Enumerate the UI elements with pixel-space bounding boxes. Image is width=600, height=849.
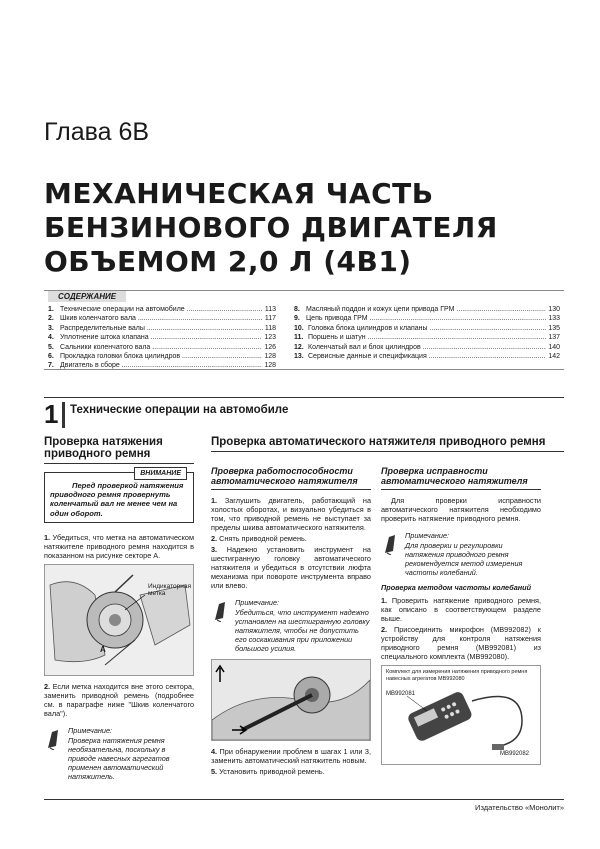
heading-tensioner-check: Проверка исправности автоматического натяжителя xyxy=(381,466,541,490)
note-heading: Примечание: xyxy=(68,725,113,735)
toc-page: 117 xyxy=(264,315,276,323)
step-4-text: При обнаружении проблем в шагах 1 или 3, заменить автоматический натяжитель новым. xyxy=(211,747,371,765)
step-3: 3. Надежно установить инструмент на шестигранную головку автоматического натяжителя и убедиться в отсутствии люфта механизма при повороте инструмента вправо или влево. xyxy=(211,545,371,590)
figure-label-line-2: метка xyxy=(148,589,166,597)
toc-title: Головка блока цилиндров и клапаны ..... xyxy=(308,324,546,333)
figure-tool-on-tensioner xyxy=(211,659,371,741)
toc-title: Цепь привода ГРМ ..... xyxy=(306,314,546,323)
toc-num: 7. xyxy=(48,362,54,370)
column-tensioner-operation xyxy=(211,466,371,778)
toc-num: 12. xyxy=(294,343,304,351)
section-title: Технические операции на автомобиле xyxy=(70,404,289,416)
toc-title: Шкив коленчатого вала ..... xyxy=(60,314,263,323)
step-5: 5. Установить приводной ремень. xyxy=(211,767,325,776)
heading-tensioner-operation: Проверка работоспособности автоматического натяжителя xyxy=(211,466,371,490)
toc-page: 133 xyxy=(548,315,560,323)
section-number: 1 xyxy=(44,399,59,429)
toc-title: Распределительные валы ..... xyxy=(60,324,263,333)
auto-tensioner-heading-block xyxy=(211,436,564,458)
toc-right-column xyxy=(294,305,560,361)
toc-num: 3. xyxy=(48,324,54,332)
heading-belt-tension: Проверка натяжения приводного ремня xyxy=(44,436,194,464)
title-line-1: МЕХАНИЧЕСКАЯ ЧАСТЬ xyxy=(44,177,434,210)
toc-page: 113 xyxy=(264,306,276,313)
step-4: 4. При обнаружении проблем в шагах 1 или 3, заменить автоматический натяжитель новым. xyxy=(211,747,371,765)
step-2: 2. Присоединить микрофон (MB992082) к устройству для контроля натяжения приводного ремня (MB992081) из специального комплекта (MB992080). xyxy=(381,625,541,661)
warning-text: Перед проверкой натяжения приводного ремня провернуть коленчатый вал не менее чем на один оборот. xyxy=(50,481,184,518)
pencil-note-icon xyxy=(211,598,235,653)
toc-title: Сальники коленчатого вала ..... xyxy=(60,343,262,352)
toc-title: Уплотнение штока клапана ..... xyxy=(60,333,262,342)
title-line-2: БЕНЗИНОВОГО ДВИГАТЕЛЯ xyxy=(44,211,498,244)
figure-measurement-kit xyxy=(381,665,541,765)
toc-title: Двигатель в сборе ..... xyxy=(60,361,262,370)
step-2-text: Если метка находится вне этого сектора, заменить приводной ремень (подробнее см. в параграфе ниже "Шкив коленчатого вала"). xyxy=(44,681,194,718)
step-3-text: Надежно установить инструмент на шестигранную головку автоматического натяжителя и убедиться в отсутствии люфта механизма при повороте инструмента вправо или влево. xyxy=(211,545,371,590)
toc-title: Масляный поддон и кожух цепи привода ГРМ ..... xyxy=(306,305,546,314)
table-of-contents xyxy=(44,290,564,370)
title-line-3: ОБЪЕМОМ 2,0 Л (4В1) xyxy=(44,245,412,278)
chapter-label: Глава 6В xyxy=(44,118,150,146)
toc-num: 4. xyxy=(48,334,54,342)
toc-row[interactable] xyxy=(48,361,276,370)
toc-title: Технические операции на автомобиле ..... xyxy=(60,305,263,314)
toc-row[interactable] xyxy=(48,314,276,323)
step-1-text: Проверить натяжение приводного ремня, как описано в соответствующем разделе выше. xyxy=(381,596,541,623)
figure-label-line-1: Индикаторная xyxy=(148,582,192,590)
step-1-text: Убедиться, что метка на автоматическом натяжителе приводного ремня находится в показанном на рисунке секторе А. xyxy=(44,532,194,560)
warning-box xyxy=(44,472,194,523)
toc-page: 126 xyxy=(264,343,276,351)
warning-label: ВНИМАНИЕ xyxy=(134,467,187,480)
tensioner-illustration xyxy=(45,565,193,675)
toc-page: 128 xyxy=(264,353,276,361)
heading-auto-tensioner: Проверка автоматического натяжителя приводного ремня xyxy=(211,436,564,452)
step-1: 1. Убедиться, что метка на автоматическом натяжителе приводного ремня находится в показанном на рисунке секторе А. xyxy=(44,532,194,560)
step-5-text: Установить приводной ремень. xyxy=(219,767,325,776)
toc-row[interactable] xyxy=(294,314,560,323)
toc-num: 8. xyxy=(294,306,300,313)
step-2-text: Присоединить микрофон (MB992082) к устройству для контроля натяжения приводного ремня (MB992081) из специального комплекта (MB992080). xyxy=(381,625,541,661)
step-1: 1. Заглушить двигатель, работающий на холостых оборотах, и визуально убедиться в том, что приводной ремень не выступает за пределы шкива автоматического натяжителя. xyxy=(211,496,372,532)
figure-tensioner-mark xyxy=(44,564,194,676)
toc-page: 130 xyxy=(548,306,560,313)
section-header xyxy=(44,397,564,427)
footer-divider xyxy=(44,799,564,800)
toc-num: 13. xyxy=(294,353,304,361)
publisher-footer: Издательство «Монолит» xyxy=(475,803,564,812)
toc-page: 140 xyxy=(548,343,560,351)
step-2: 2. Если метка находится вне этого сектора, заменить приводной ремень (подробнее см. в параграфе ниже "Шкив коленчатого вала"). xyxy=(44,681,194,718)
toc-page: 123 xyxy=(264,334,276,342)
toc-page: 135 xyxy=(548,324,560,332)
pencil-note-icon xyxy=(44,726,68,781)
sector-a-label: A xyxy=(100,644,106,654)
toc-row[interactable] xyxy=(48,333,276,342)
section-divider xyxy=(62,402,65,428)
toc-row[interactable] xyxy=(294,333,560,342)
step-1: 1. Проверить натяжение приводного ремня, как описано в соответствующем разделе выше. xyxy=(381,596,541,623)
toc-page: 118 xyxy=(264,324,276,332)
tool-illustration xyxy=(212,660,370,740)
toc-row[interactable] xyxy=(48,352,276,361)
step-2: 2. Снять приводной ремень. xyxy=(211,534,307,543)
toc-title: Коленчатый вал и блок цилиндров ..... xyxy=(308,343,546,352)
toc-left-column xyxy=(48,305,276,371)
toc-num: 11. xyxy=(294,334,304,342)
pencil-note-icon xyxy=(381,531,405,577)
note-heading: Примечание: xyxy=(235,598,280,607)
note-box xyxy=(381,531,541,577)
note-box xyxy=(211,598,371,653)
toc-row[interactable] xyxy=(48,324,276,333)
figure-label xyxy=(148,583,191,597)
note-text: Для проверки и регулировки натяжения приводного ремня рекомендуется метод измерения частоты колебаний. xyxy=(405,541,523,577)
column-tensioner-check xyxy=(381,466,541,765)
tension-meter-illustration xyxy=(382,666,542,766)
method-heading: Проверка методом частоты колебаний xyxy=(381,583,532,592)
toc-num: 6. xyxy=(48,353,54,361)
step-2-text: Снять приводной ремень. xyxy=(219,534,307,543)
toc-title: Прокладка головки блока цилиндров ..... xyxy=(60,352,262,361)
toc-title: Сервисные данные и спецификация ..... xyxy=(308,352,546,361)
toc-row[interactable] xyxy=(294,343,560,352)
toc-page: 128 xyxy=(264,362,276,370)
toc-row[interactable] xyxy=(294,324,560,333)
toc-num: 10. xyxy=(294,324,304,332)
note-text: Проверка натяжения ремня необязательна, поскольку в приводе навесных агрегатов применен автоматический натяжитель. xyxy=(68,735,170,781)
toc-row[interactable] xyxy=(48,305,276,314)
intro-text: Для проверки исправности автоматического натяжителя необходимо проверить натяжение приводного ремня. xyxy=(381,496,541,523)
toc-row[interactable] xyxy=(294,305,560,314)
note-box xyxy=(44,726,194,781)
note-heading: Примечание: xyxy=(405,531,450,540)
page-title xyxy=(44,177,498,279)
toc-num: 9. xyxy=(294,315,300,323)
microphone-label: MB992082 xyxy=(500,751,530,757)
toc-num: 2. xyxy=(48,315,54,323)
toc-num: 5. xyxy=(48,343,54,351)
note-text: Убедиться, что инструмент надежно установлен на шестигранную головку натяжителя, чтобы не допустить его соскакивания при приложении большого усилия. xyxy=(235,608,370,653)
step-1-text: Заглушить двигатель, работающий на холостых оборотах, и визуально убедиться в том, что приводной ремень не выступает за пределы шкива автоматического натяжителя. xyxy=(211,496,372,532)
toc-page: 137 xyxy=(548,334,560,342)
toc-page: 142 xyxy=(548,353,560,361)
toc-num: 1. xyxy=(48,306,54,313)
figure-caption: Комплект для измерения натяжения приводного ремня навесных агрегатов MB992080 xyxy=(386,669,528,682)
column-belt-tension xyxy=(44,436,194,787)
toc-row[interactable] xyxy=(48,343,276,352)
device-label: MB992081 xyxy=(386,691,416,697)
toc-row[interactable] xyxy=(294,352,560,361)
toc-title: Поршень и шатун ..... xyxy=(308,333,546,342)
toc-heading: СОДЕРЖАНИЕ xyxy=(48,291,126,302)
